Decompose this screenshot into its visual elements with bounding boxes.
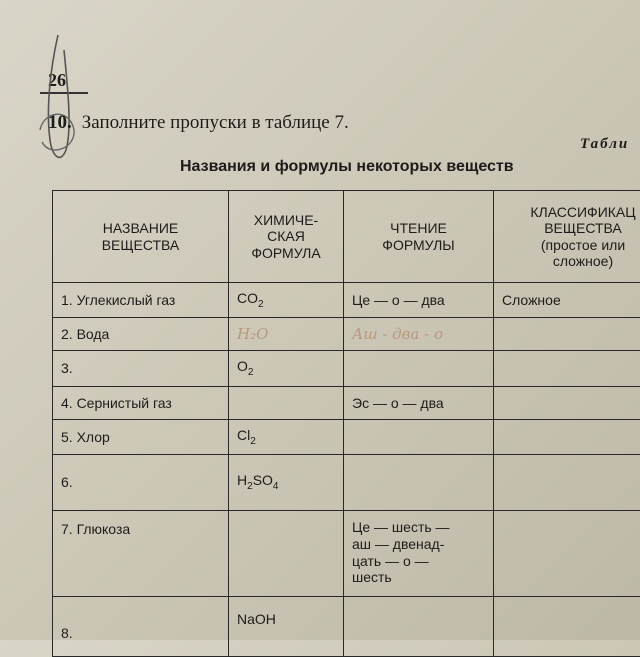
cell-name: 7. Глюкоза (53, 511, 229, 597)
header-formula: ХИМИЧЕ- СКАЯ ФОРМУЛА (229, 191, 344, 283)
header-reading: ЧТЕНИЕ ФОРМУЛЫ (344, 191, 494, 283)
table-row (53, 387, 640, 420)
cell-formula: $O_2$ (229, 351, 344, 387)
task-text: Заполните пропуски в таблице 7. (82, 112, 349, 133)
pencil-check-mark (30, 30, 90, 170)
cell-class (494, 387, 640, 420)
cell-class (494, 455, 640, 511)
cell-formula (229, 511, 344, 597)
table-row (53, 283, 640, 318)
cell-formula: $H_2SO_4$ (229, 455, 344, 511)
table-caption: Табли (580, 136, 629, 153)
table-row (53, 511, 640, 597)
cell-name: 6. (53, 455, 229, 511)
header-name: НАЗВАНИЕ ВЕЩЕСТВА (53, 191, 229, 283)
table-row (53, 597, 640, 657)
task-number: 10. (48, 112, 72, 133)
cell-formula: $Cl_2$ (229, 420, 344, 455)
cell-formula (229, 318, 344, 351)
cell-name: 5. Хлор (53, 420, 229, 455)
header-classification: КЛАССИФИКАЦ ВЕЩЕСТВА (простое или сложное) (494, 191, 640, 283)
cell-reading (344, 318, 494, 351)
cell-reading (344, 351, 494, 387)
table-row (53, 351, 640, 387)
cell-class (494, 511, 640, 597)
cell-name: 4. Сернистый газ (53, 387, 229, 420)
handwritten-formula: H₂O (237, 325, 268, 343)
cell-class (494, 351, 640, 387)
cell-class: Сложное (494, 283, 640, 318)
cell-reading: Це — о — два (344, 283, 494, 318)
table-row (53, 420, 640, 455)
task-line (48, 112, 349, 134)
substances-table (52, 190, 640, 657)
cell-formula: NaOH (229, 597, 344, 657)
cell-class (494, 597, 640, 657)
cell-name: 1. Углекислый газ (53, 283, 229, 318)
cell-class (494, 318, 640, 351)
cell-name: 8. (53, 597, 229, 657)
table-row (53, 318, 640, 351)
cell-reading (344, 420, 494, 455)
handwritten-reading: Аш - два - о (352, 325, 443, 343)
table-title: Названия и формулы некоторых веществ (180, 158, 514, 176)
cell-name: 2. Вода (53, 318, 229, 351)
cell-name: 3. (53, 351, 229, 387)
cell-formula (229, 387, 344, 420)
cell-reading (344, 597, 494, 657)
page-number: 26 (48, 70, 66, 91)
cell-reading (344, 455, 494, 511)
cell-reading: Эс — о — два (344, 387, 494, 420)
table-header-row (53, 191, 640, 283)
cell-formula: $CO_2$ (229, 283, 344, 318)
cell-class (494, 420, 640, 455)
cell-reading: Це — шесть — аш — двенад- цать — о — шесть (344, 511, 494, 597)
table-row (53, 455, 640, 511)
